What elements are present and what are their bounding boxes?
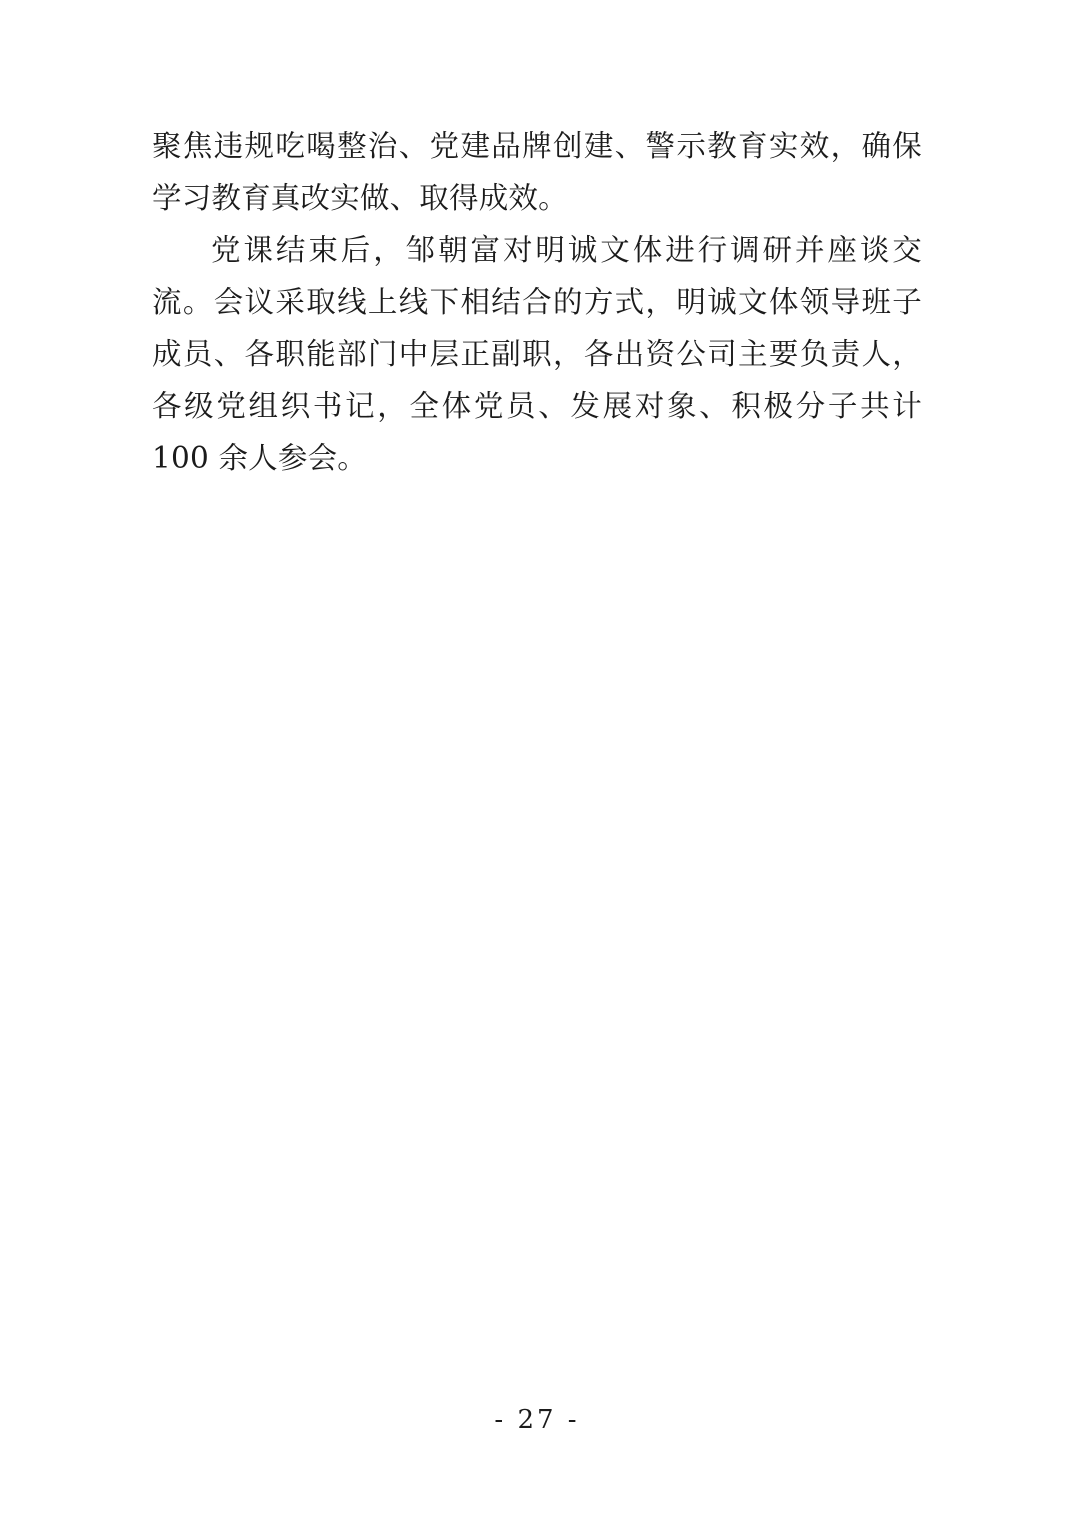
paragraph-2: 党课结束后，邹朝富对明诚文体进行调研并座谈交流。会议采取线上线下相结合的方式，明诚文体领导班子成员、各职能部门中层正副职，各出资公司主要负责人，各级党组织书记，全体党员、发展对象、积极分子共计 100 余人参会。 [152,233,922,475]
document-body [152,120,922,484]
page-number: - 27 - [494,1405,580,1435]
paragraph-1: 聚焦违规吃喝整治、党建品牌创建、警示教育实效，确保学习教育真改实做、取得成效。 [152,129,922,215]
